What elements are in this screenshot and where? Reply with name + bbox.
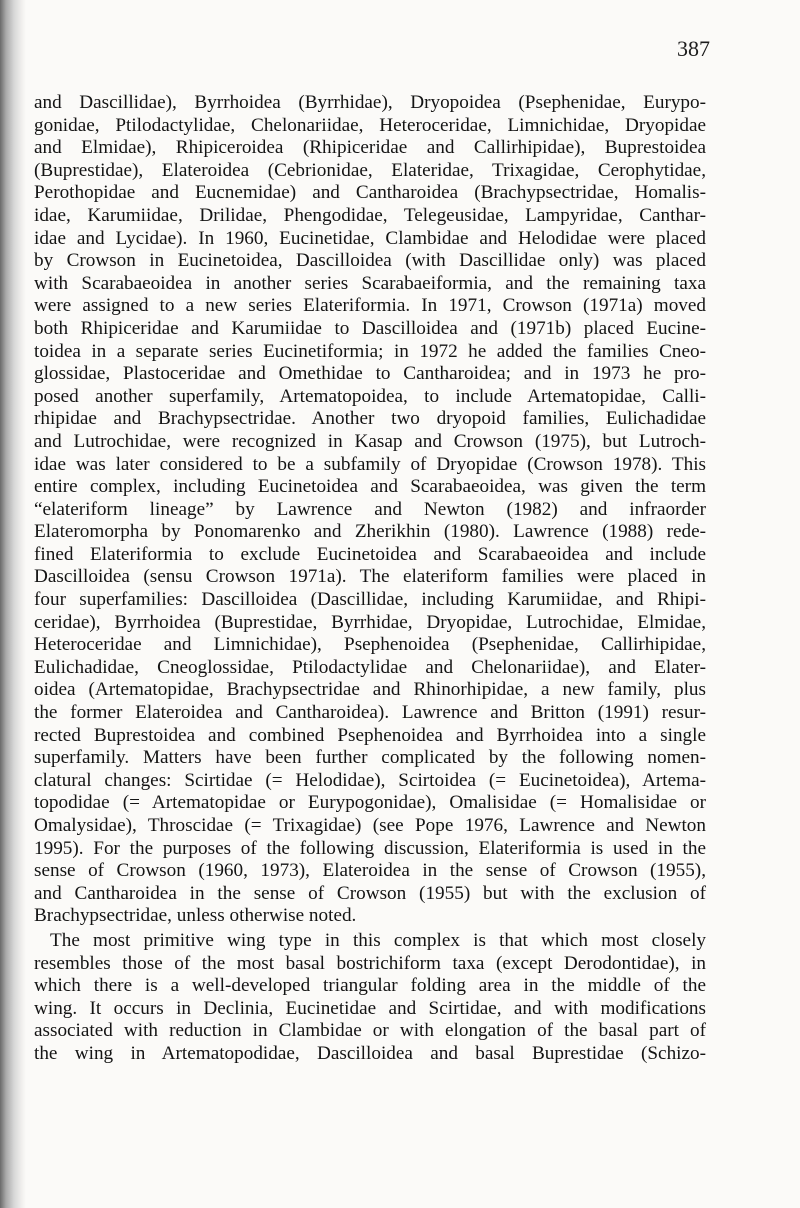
text-line: idae was later considered to be a subfamily of Dryopidae (Crowson 1978). This bbox=[34, 453, 706, 475]
page-number: 387 bbox=[677, 36, 710, 61]
text-line: posed another superfamily, Artematopoidea, to include Artematopidae, Calli- bbox=[34, 385, 706, 407]
text-line: and Lutrochidae, were recognized in Kasap and Crowson (1975), but Lutroch- bbox=[34, 430, 706, 452]
text-line: rected Buprestoidea and combined Psephenoidea and Byrrhoidea into a single bbox=[34, 724, 706, 746]
text-line: topodidae (= Artematopidae or Eurypogonidae), Omalisidae (= Homalisidae or bbox=[34, 792, 706, 814]
text-line: 1995). For the purposes of the following discussion, Elateriformia is used in the bbox=[34, 837, 706, 859]
text-line: Brachypsectridae, unless otherwise noted. bbox=[34, 905, 357, 927]
text-line: ceridae), Byrrhoidea (Buprestidae, Byrrhidae, Dryopidae, Lutrochidae, Elmidae, bbox=[34, 611, 706, 633]
text-line: idae, Karumiidae, Drilidae, Phengodidae, Telegeusidae, Lampyridae, Canthar- bbox=[34, 204, 706, 226]
text-line: superfamily. Matters have been further complicated by the following nomen- bbox=[34, 747, 706, 769]
body-text bbox=[34, 92, 706, 1066]
text-line: resembles those of the most basal bostrichiform taxa (except Derodontidae), in bbox=[34, 952, 706, 974]
text-line: (Buprestidae), Elateroidea (Cebrionidae, Elateridae, Trixagidae, Cerophytidae, bbox=[34, 159, 706, 181]
text-line: and Elmidae), Rhipiceroidea (Rhipiceridae and Callirhipidae), Buprestoidea bbox=[34, 137, 706, 159]
paragraph-2 bbox=[34, 930, 706, 1066]
text-line: by Crowson in Eucinetoidea, Dascilloidea (with Dascillidae only) was placed bbox=[34, 250, 706, 272]
text-line: Heteroceridae and Limnichidae), Psephenoidea (Psephenidae, Callirhipidae, bbox=[34, 634, 706, 656]
text-line: Elateromorpha by Ponomarenko and Zherikhin (1980). Lawrence (1988) rede- bbox=[34, 521, 706, 543]
text-line: The most primitive wing type in this complex is that which most closely bbox=[50, 929, 706, 951]
text-line: fined Elateriformia to exclude Eucinetoidea and Scarabaeoidea and include bbox=[34, 543, 706, 565]
text-line: clatural changes: Scirtidae (= Helodidae), Scirtoidea (= Eucinetoidea), Artema- bbox=[34, 769, 706, 791]
text-line: wing. It occurs in Declinia, Eucinetidae and Scirtidae, and with modifications bbox=[34, 997, 706, 1019]
text-line: toidea in a separate series Eucinetiformia; in 1972 he added the families Cneo- bbox=[34, 340, 706, 362]
text-line: sense of Crowson (1960, 1973), Elateroidea in the sense of Crowson (1955), bbox=[34, 860, 706, 882]
text-line: and Dascillidae), Byrrhoidea (Byrrhidae), Dryopoidea (Psephenidae, Eurypo- bbox=[34, 92, 706, 113]
text-line: which there is a well-developed triangular folding area in the middle of the bbox=[34, 975, 706, 997]
paragraph-1 bbox=[34, 92, 706, 928]
binding-shadow bbox=[0, 0, 26, 1208]
text-line: the former Elateroidea and Cantharoidea). Lawrence and Britton (1991) resur- bbox=[34, 702, 706, 724]
text-line: the wing in Artematopodidae, Dascilloidea and basal Buprestidae (Schizo- bbox=[34, 1042, 706, 1064]
text-line: glossidae, Plastoceridae and Omethidae to Cantharoidea; and in 1973 he pro- bbox=[34, 363, 706, 385]
text-line: Eulichadidae, Cneoglossidae, Ptilodactylidae and Chelonariidae), and Elater- bbox=[34, 656, 706, 678]
text-line: oidea (Artematopidae, Brachypsectridae and Rhinorhipidae, a new family, plus bbox=[34, 679, 706, 701]
text-line: were assigned to a new series Elateriformia. In 1971, Crowson (1971a) moved bbox=[34, 295, 706, 317]
text-line: Perothopidae and Eucnemidae) and Cantharoidea (Brachypsectridae, Homalis- bbox=[34, 182, 706, 204]
text-line: Dascilloidea (sensu Crowson 1971a). The elateriform families were placed in bbox=[34, 566, 706, 588]
text-line: and Cantharoidea in the sense of Crowson (1955) but with the exclusion of bbox=[34, 882, 706, 904]
text-line: rhipidae and Brachypsectridae. Another two dryopoid families, Eulichadidae bbox=[34, 408, 706, 430]
text-line: four superfamilies: Dascilloidea (Dascillidae, including Karumiidae, and Rhipi- bbox=[34, 589, 706, 611]
text-line: idae and Lycidae). In 1960, Eucinetidae, Clambidae and Helodidae were placed bbox=[34, 227, 706, 249]
text-line: with Scarabaeoidea in another series Scarabaeiformia, and the remaining taxa bbox=[34, 272, 706, 294]
text-line: “elateriform lineage” by Lawrence and Newton (1982) and infraorder bbox=[34, 498, 706, 520]
text-line: both Rhipiceridae and Karumiidae to Dascilloidea and (1971b) placed Eucine- bbox=[34, 317, 706, 339]
text-line: gonidae, Ptilodactylidae, Chelonariidae, Heteroceridae, Limnichidae, Dryopidae bbox=[34, 114, 706, 136]
text-line: Omalysidae), Throscidae (= Trixagidae) (see Pope 1976, Lawrence and Newton bbox=[34, 815, 706, 836]
text-line: entire complex, including Eucinetoidea and Scarabaeoidea, was given the term bbox=[34, 476, 706, 498]
text-line: associated with reduction in Clambidae or with elongation of the basal part of bbox=[34, 1020, 706, 1042]
